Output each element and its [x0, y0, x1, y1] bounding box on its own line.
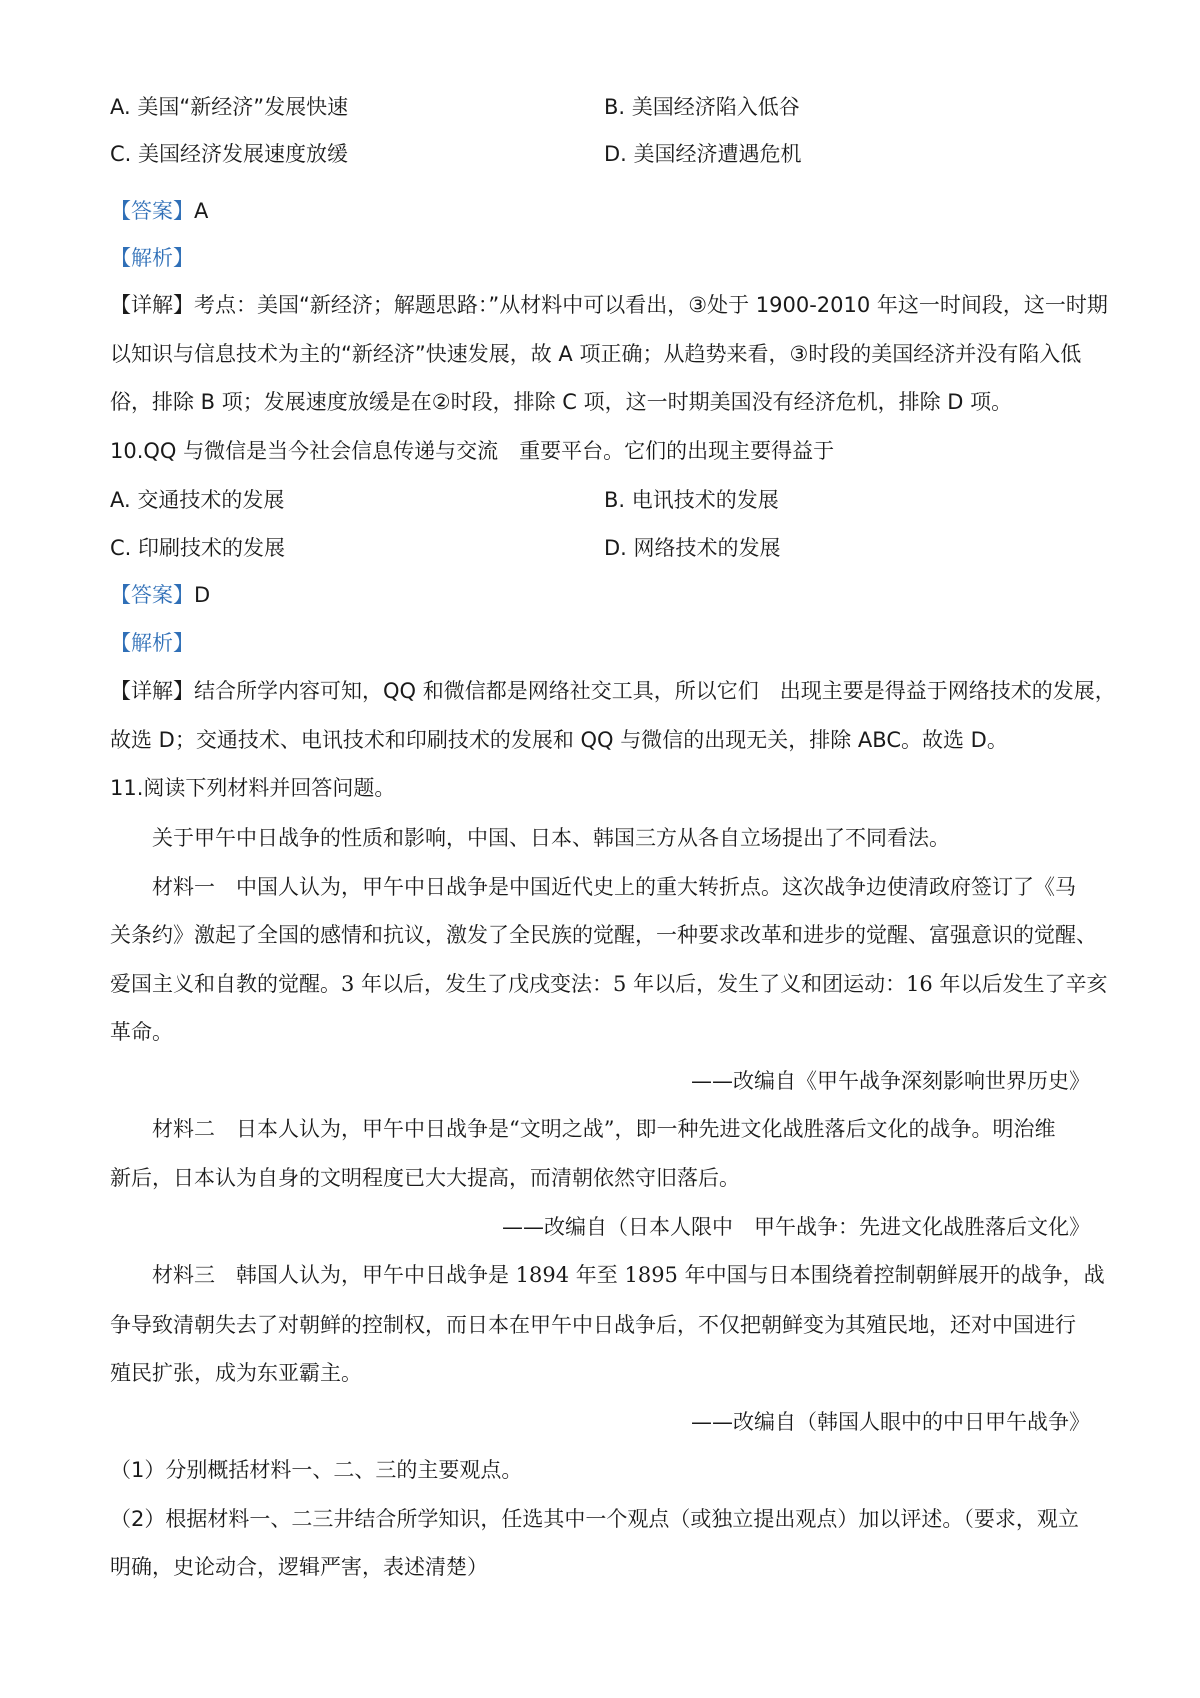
- q11-subquestion-1: （1）分别概括材料一、二、三的主要观点。: [110, 1458, 523, 1482]
- q10-question: 10.QQ 与微信是当今社会信息传递与交流 重要平台。它们的出现主要得益于: [110, 439, 835, 463]
- q10-option-c: C. 印刷技术的发展: [110, 536, 286, 560]
- q9-detail-line-3: 俗，排除 B 项；发展速度放缓是在②时段，排除 C 项，这一时期美国没有经济危机，排除 D 项。: [110, 390, 1013, 414]
- material1-line-1: 材料一 中国人认为，甲午中日战争是中国近代史上的重大转折点。这次战争边使清政府签订了《马: [152, 875, 1076, 899]
- detail-text: 结合所学内容可知，QQ 和微信都是网络社交工具，所以它们 出现主要是得益于网络技术的发展，: [194, 679, 1116, 703]
- detail-text: 考点：美国“新经济；解题思路：”从材料中可以看出，③处于 1900-2010 年这一时间段，这一时期: [194, 293, 1108, 317]
- q9-analysis: [110, 243, 1100, 273]
- q11-question: 11.阅读下列材料并回答问题。: [110, 776, 396, 800]
- detail-tag: 【详解】: [110, 293, 194, 317]
- material2-line-1: 材料二 日本人认为，甲午中日战争是“文明之战”，即一种先进文化战胜落后文化的战争。明治维: [152, 1117, 1056, 1141]
- analysis-tag: 【解析】: [110, 246, 194, 270]
- q11-intro: 关于甲午中日战争的性质和影响，中国、日本、韩国三方从各自立场提出了不同看法。: [152, 826, 950, 850]
- material1-line-3: 爱国主义和自教的觉醒。3 年以后，发生了戊戌变法：5 年以后，发生了义和团运动：16 年以后发生了辛亥: [110, 972, 1108, 996]
- answer-tag: 【答案】: [110, 583, 194, 607]
- material1-line-2: 关条约》激起了全国的感情和抗议，激发了全民族的觉醒，一种要求改革和进步的觉醒、富强意识的觉醒、: [110, 923, 1097, 947]
- answer-value: D: [194, 583, 211, 607]
- material1-line-4: 革命。: [110, 1020, 173, 1044]
- q9-option-b: B. 美国经济陷入低谷: [604, 95, 800, 119]
- q10-option-a: A. 交通技术的发展: [110, 488, 285, 512]
- q9-option-d: D. 美国经济遭遇危机: [604, 142, 802, 166]
- detail-tag: 【详解】: [110, 679, 194, 703]
- q10-detail-line-1: [110, 676, 1116, 706]
- q9-answer: [110, 196, 1100, 226]
- answer-value: A: [194, 199, 209, 223]
- material3-line-3: 殖民扩张，成为东亚霸主。: [110, 1361, 362, 1385]
- material1-source: ——改编自《甲午战争深刻影响世界历史》: [691, 1069, 1090, 1093]
- q11-subquestion-2-line-1: （2）根据材料一、二三井结合所学知识，任选其中一个观点（或独立提出观点）加以评述。（要求，观立: [110, 1507, 1079, 1531]
- q11-subquestion-2-line-2: 明确，史论动合，逻辑严害，表述清楚）: [110, 1555, 488, 1579]
- q10-analysis: [110, 628, 1100, 658]
- analysis-tag: 【解析】: [110, 631, 194, 655]
- material3-line-2: 争导致清朝失去了对朝鲜的控制权，而日本在甲午中日战争后，不仅把朝鲜变为其殖民地，还对中国进行: [110, 1313, 1076, 1337]
- q10-detail-line-2: 故选 D；交通技术、电讯技术和印刷技术的发展和 QQ 与微信的出现无关，排除 ABC。故选 D。: [110, 728, 1008, 752]
- q10-answer: [110, 580, 1100, 610]
- material3-line-1: 材料三 韩国人认为，甲午中日战争是 1894 年至 1895 年中国与日本围绕着控制朝鲜展开的战争，战: [152, 1263, 1105, 1287]
- answer-tag: 【答案】: [110, 199, 194, 223]
- q9-option-c: C. 美国经济发展速度放缓: [110, 142, 349, 166]
- material3-source: ——改编自（韩国人眼中的中日甲午战争》: [691, 1410, 1090, 1434]
- material2-source: ——改编自（日本人限中 甲午战争：先进文化战胜落后文化》: [502, 1215, 1090, 1239]
- q9-option-a: A. 美国“新经济”发展快速: [110, 95, 349, 119]
- q10-option-b: B. 电讯技术的发展: [604, 488, 779, 512]
- q9-detail-line-1: [110, 290, 1108, 320]
- material2-line-2: 新后，日本认为自身的文明程度已大大提高，而清朝依然守旧落后。: [110, 1166, 740, 1190]
- q10-option-d: D. 网络技术的发展: [604, 536, 781, 560]
- q9-detail-line-2: 以知识与信息技术为主的“新经济”快速发展，故 A 项正确；从趋势来看，③时段的美国经济并没有陷入低: [110, 342, 1082, 366]
